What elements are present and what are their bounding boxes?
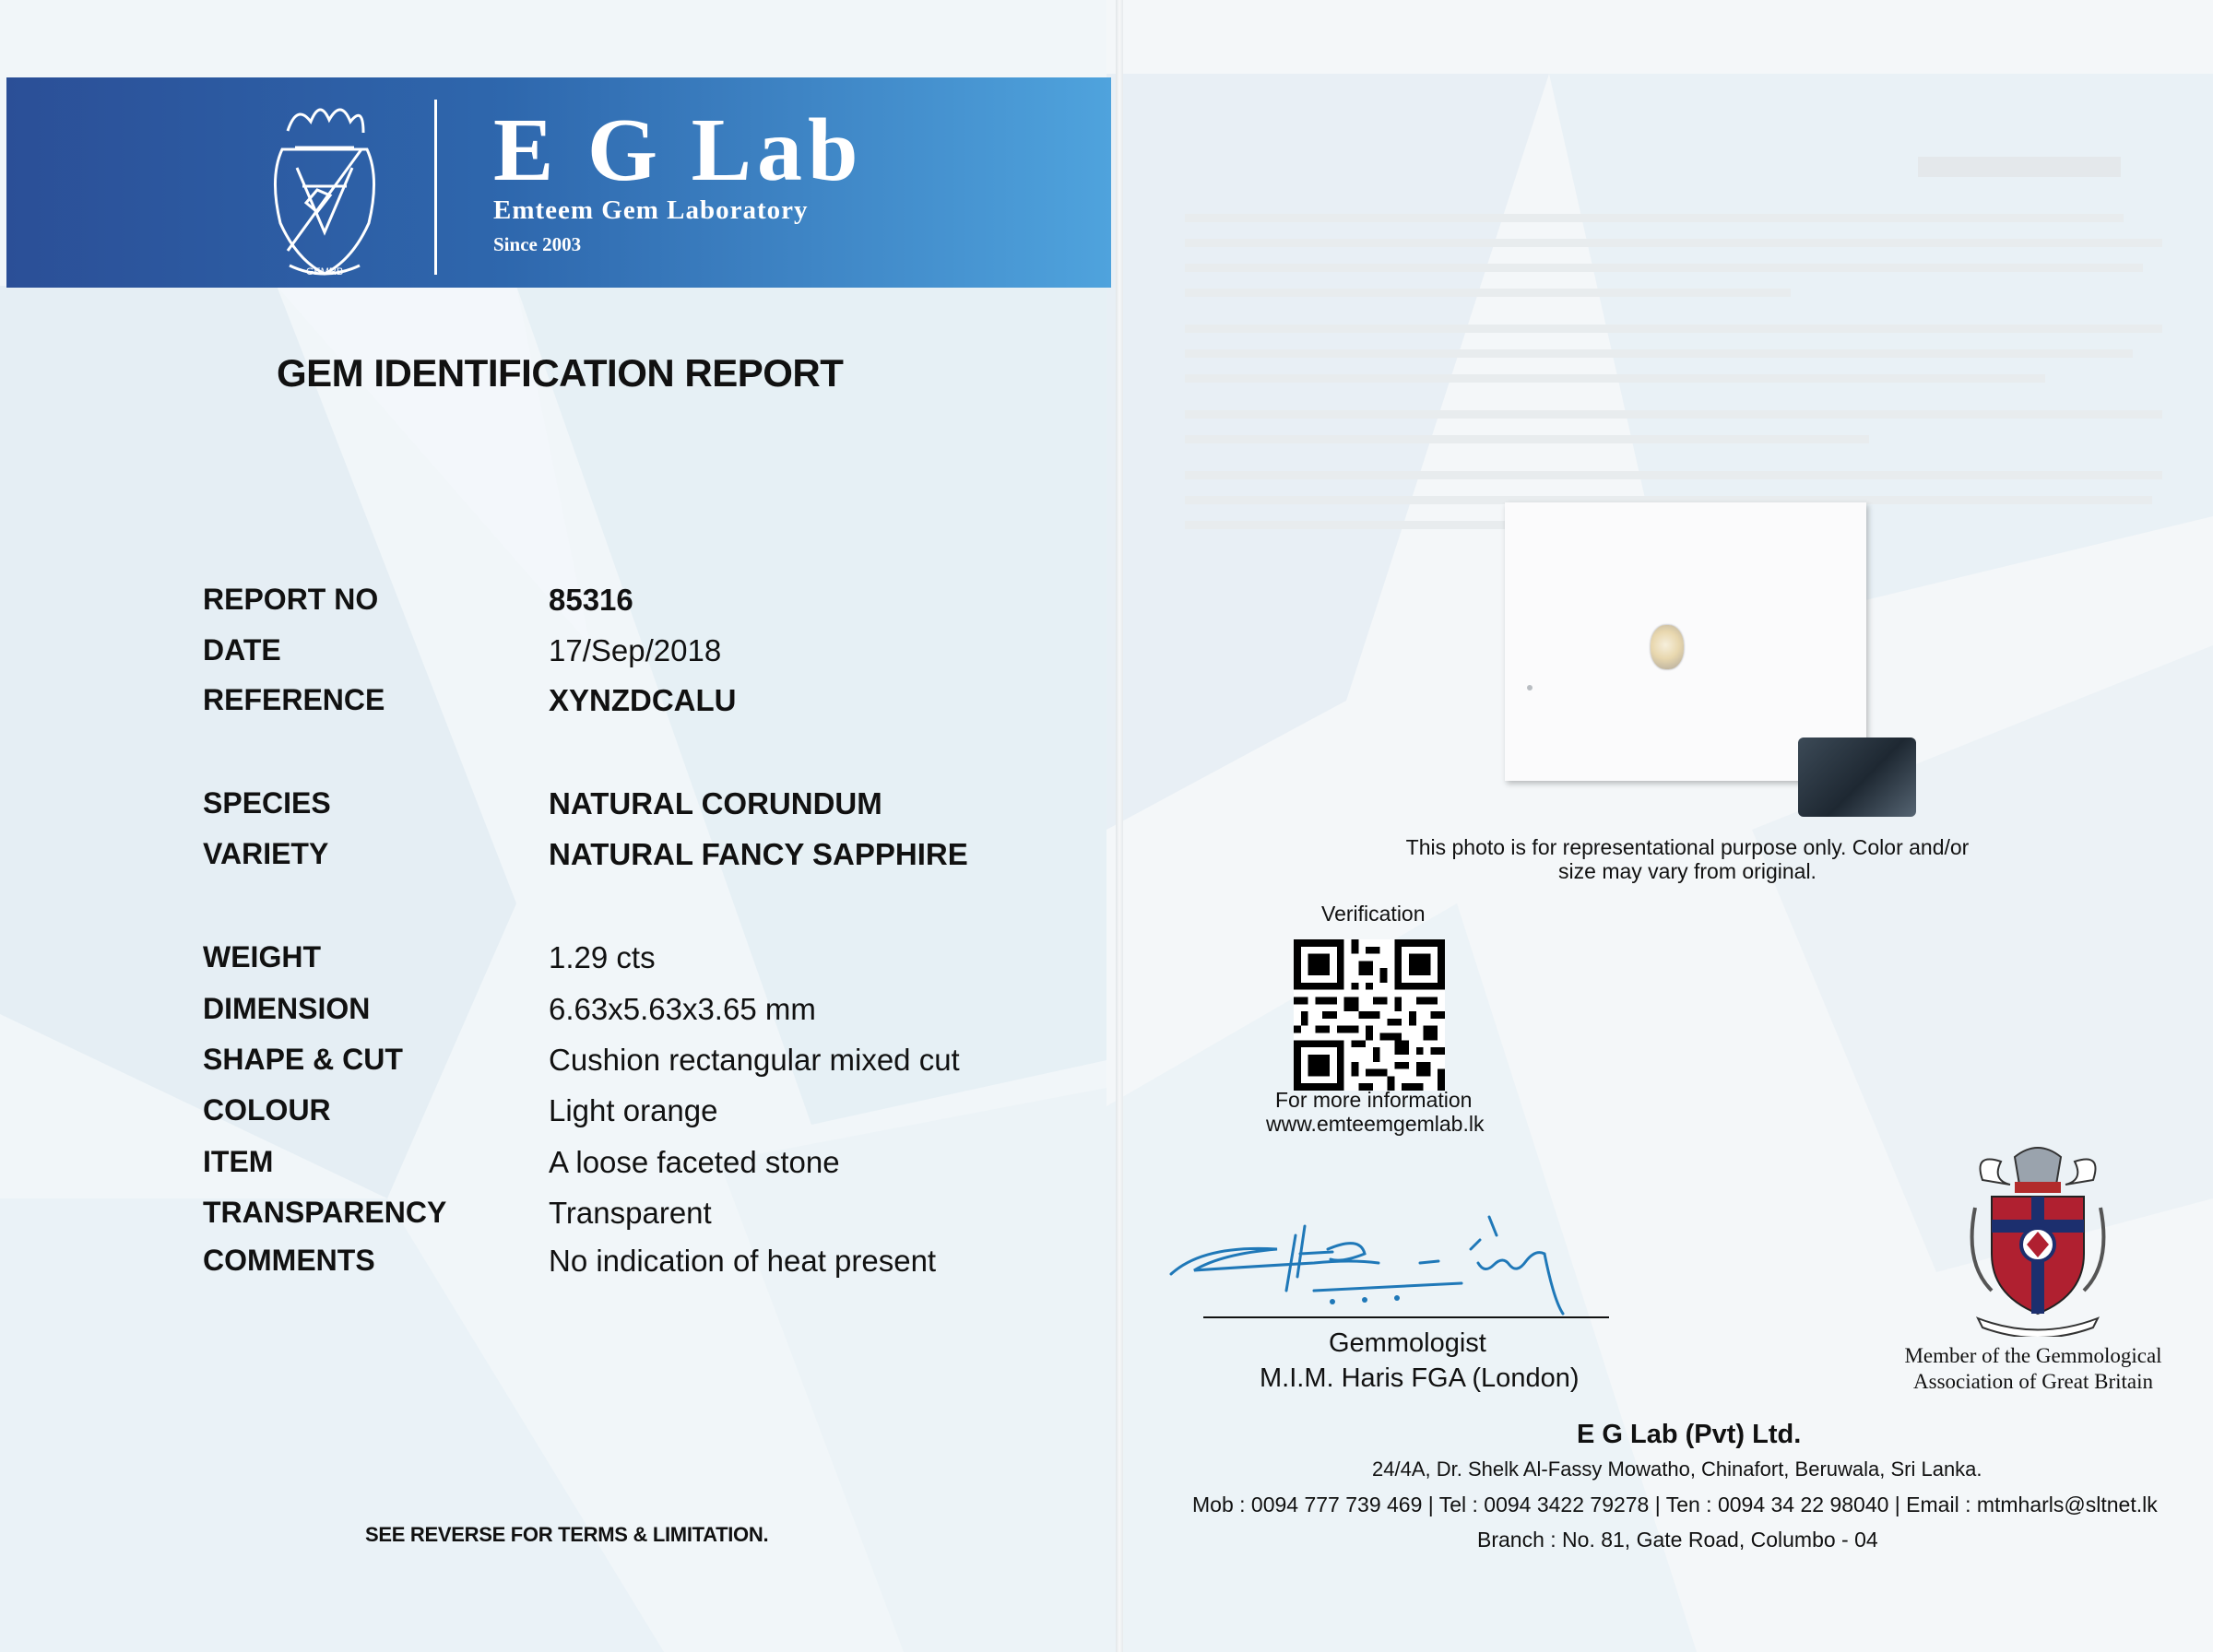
- photo-speck: [1527, 685, 1533, 690]
- detail-label: DATE: [203, 633, 281, 667]
- eglab-crest-logo-icon: [260, 94, 389, 288]
- detail-value: Transparent: [549, 1196, 712, 1230]
- signatory-role: Gemmologist: [1329, 1328, 1486, 1358]
- lab-name: Emteem Gem Laboratory: [493, 195, 809, 225]
- signatory-name: M.I.M. Haris FGA (London): [1260, 1363, 1580, 1393]
- brand-name: E G Lab: [493, 100, 864, 200]
- detail-value: XYNZDCALU: [549, 683, 737, 717]
- gem-stone-image: [1651, 625, 1684, 669]
- page-fold: [1116, 0, 1123, 1652]
- photo-caption-line2: size may vary from original.: [1558, 859, 1817, 883]
- qr-more-info: For more information: [1275, 1088, 1473, 1112]
- detail-row-weight: [203, 940, 1033, 983]
- detail-label: COLOUR: [203, 1093, 331, 1127]
- detail-row-item: [203, 1145, 1033, 1187]
- detail-row-variety: [203, 837, 1033, 879]
- verification-label: Verification: [1321, 902, 1426, 926]
- photo-caption: [1402, 835, 1973, 883]
- photo-caption-line1: This photo is for representational purpose only. Color and/or: [1405, 835, 1970, 859]
- gemmological-association-crest-icon: [1964, 1143, 2112, 1337]
- detail-value: 6.63x5.63x3.65 mm: [549, 992, 816, 1026]
- detail-label: COMMENTS: [203, 1244, 375, 1277]
- detail-row-colour: [203, 1093, 1033, 1136]
- detail-value: Cushion rectangular mixed cut: [549, 1043, 960, 1077]
- faint-terms-text: [1185, 157, 2162, 546]
- detail-label: SHAPE & CUT: [203, 1043, 403, 1076]
- hologram-sticker: [1798, 738, 1916, 817]
- reverse-terms-note: SEE REVERSE FOR TERMS & LIMITATION.: [365, 1523, 769, 1546]
- company-contact: Mob : 0094 777 739 469 | Tel : 0094 3422 79278 | Ten : 0094 34 22 98040 | Email : mtmharls@sltnet.lk: [1192, 1493, 2158, 1516]
- membership-line2: Association of Great Britain: [1913, 1370, 2153, 1393]
- membership-line1: Member of the Gemmological: [1904, 1344, 2162, 1367]
- membership-text: [1899, 1343, 2167, 1395]
- detail-label: DIMENSION: [203, 992, 371, 1025]
- detail-value: Light orange: [549, 1093, 718, 1127]
- detail-row-comments: [203, 1244, 1033, 1286]
- detail-label: VARIETY: [203, 837, 329, 870]
- signature-line: [1203, 1316, 1609, 1318]
- detail-label: WEIGHT: [203, 940, 321, 974]
- detail-value: NATURAL FANCY SAPPHIRE: [549, 837, 968, 871]
- detail-label: REFERENCE: [203, 683, 385, 716]
- detail-value: A loose faceted stone: [549, 1145, 840, 1179]
- detail-row-reference: [203, 683, 1033, 726]
- detail-row-shape-cut: [203, 1043, 1033, 1085]
- detail-label: REPORT NO: [203, 583, 379, 616]
- detail-label: TRANSPARENCY: [203, 1196, 447, 1229]
- company-branch: Branch : No. 81, Gate Road, Columbo - 04: [1477, 1528, 1878, 1552]
- detail-row-report-no: [203, 583, 1033, 625]
- verification-qr-code-icon[interactable]: [1294, 939, 1445, 1091]
- detail-row-species: [203, 786, 1033, 829]
- detail-value: No indication of heat present: [549, 1244, 937, 1278]
- detail-value: 1.29 cts: [549, 940, 656, 974]
- header-divider: [434, 100, 437, 275]
- gemmologist-signature: [1166, 1198, 1609, 1318]
- detail-value: 85316: [549, 583, 633, 617]
- detail-value: NATURAL CORUNDUM: [549, 786, 882, 820]
- company-name: E G Lab (Pvt) Ltd.: [1577, 1420, 1802, 1449]
- detail-label: SPECIES: [203, 786, 331, 820]
- company-address: 24/4A, Dr. Shelk Al-Fassy Mowatho, Chinafort, Beruwala, Sri Lanka.: [1372, 1457, 1982, 1481]
- qr-website-url[interactable]: www.emteemgemlab.lk: [1266, 1112, 1485, 1136]
- detail-row-transparency: [203, 1196, 1033, 1238]
- since-year: Since 2003: [493, 233, 582, 255]
- crest-ribbon-text: GEMRB: [305, 266, 344, 277]
- detail-row-dimension: [203, 992, 1033, 1034]
- detail-label: ITEM: [203, 1145, 274, 1178]
- detail-value: 17/Sep/2018: [549, 633, 722, 667]
- report-title: GEM IDENTIFICATION REPORT: [277, 351, 844, 395]
- detail-row-date: [203, 633, 1033, 676]
